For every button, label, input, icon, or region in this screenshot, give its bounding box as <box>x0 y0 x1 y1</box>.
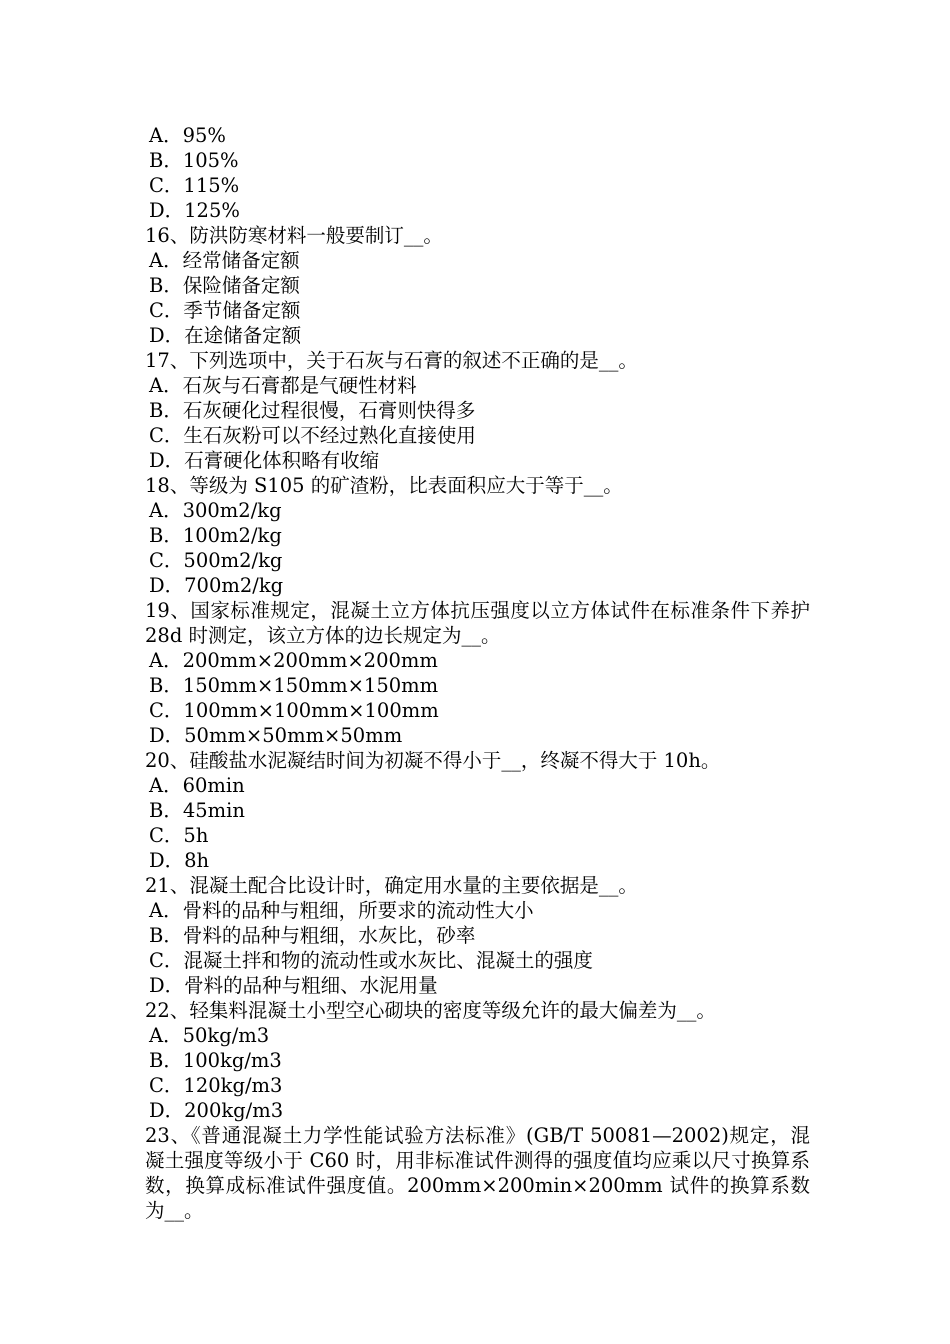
option-line: C．生石灰粉可以不经过熟化直接使用 <box>149 424 476 447</box>
option-line: D．石膏硬化体积略有收缩 <box>149 449 380 472</box>
option-line: B．100m2/kg <box>149 524 282 547</box>
option-line: A．骨料的品种与粗细，所要求的流动性大小 <box>149 899 534 922</box>
option-line: B．150mm×150mm×150mm <box>149 674 439 697</box>
option-line: C．混凝土拌和物的流动性或水灰比、混凝土的强度 <box>149 949 593 972</box>
question-17: 17、下列选项中，关于石灰与石膏的叙述不正确的是__。 <box>145 349 638 372</box>
option-line: D．在途储备定额 <box>149 324 302 347</box>
option-line: B．45min <box>149 799 245 822</box>
option-line: A．石灰与石膏都是气硬性材料 <box>149 374 417 397</box>
option-line: D．骨料的品种与粗细、水泥用量 <box>149 974 438 997</box>
option-line: C．115% <box>149 174 240 197</box>
question-22: 22、轻集料混凝土小型空心砌块的密度等级允许的最大偏差为__。 <box>145 999 716 1022</box>
option-line: C．5h <box>149 824 209 847</box>
option-line: D．50mm×50mm×50mm <box>149 724 403 747</box>
option-line: A．200mm×200mm×200mm <box>149 649 438 672</box>
option-line: B．105% <box>149 149 239 172</box>
option-line: D．700m2/kg <box>149 574 284 597</box>
question-21: 21、混凝土配合比设计时，确定用水量的主要依据是__。 <box>145 874 638 897</box>
option-line: A．300m2/kg <box>149 499 282 522</box>
option-line: C．120kg/m3 <box>149 1074 283 1097</box>
option-line: D．8h <box>149 849 210 872</box>
option-line: A．60min <box>149 774 245 797</box>
option-line: B．100kg/m3 <box>149 1049 282 1072</box>
option-line: A．50kg/m3 <box>149 1024 270 1047</box>
question-16: 16、防洪防寒材料一般要制订__。 <box>145 224 443 247</box>
option-line: B．骨料的品种与粗细，水灰比，砂率 <box>149 924 476 947</box>
option-line: D．200kg/m3 <box>149 1099 284 1122</box>
option-line: C．100mm×100mm×100mm <box>149 699 439 722</box>
option-line: C．季节储备定额 <box>149 299 301 322</box>
question-23: 23、《普通混凝土力学性能试验方法标准》(GB/T 50081—2002)规定，混凝土强度等级小于 C60 时，用非标准试件测得的强度值均应乘以尺寸换算系数，换算成标准试件强度值。200mm×200min×200mm 试件的换算系数为__。 <box>145 1124 810 1222</box>
option-line: A．经常储备定额 <box>149 249 300 272</box>
option-line: A．95% <box>149 124 226 147</box>
question-19: 19、国家标准规定，混凝土立方体抗压强度以立方体试件在标准条件下养护 28d 时测定，该立方体的边长规定为__。 <box>145 599 810 647</box>
option-line: B．保险储备定额 <box>149 274 300 297</box>
option-line: D．125% <box>149 199 240 222</box>
option-line: C．500m2/kg <box>149 549 283 572</box>
question-20: 20、硅酸盐水泥凝结时间为初凝不得小于__，终凝不得大于 10h。 <box>145 749 721 772</box>
question-18: 18、等级为 S105 的矿渣粉，比表面积应大于等于__。 <box>145 474 623 497</box>
document-page <box>145 123 810 1223</box>
option-line: B．石灰硬化过程很慢，石膏则快得多 <box>149 399 476 422</box>
